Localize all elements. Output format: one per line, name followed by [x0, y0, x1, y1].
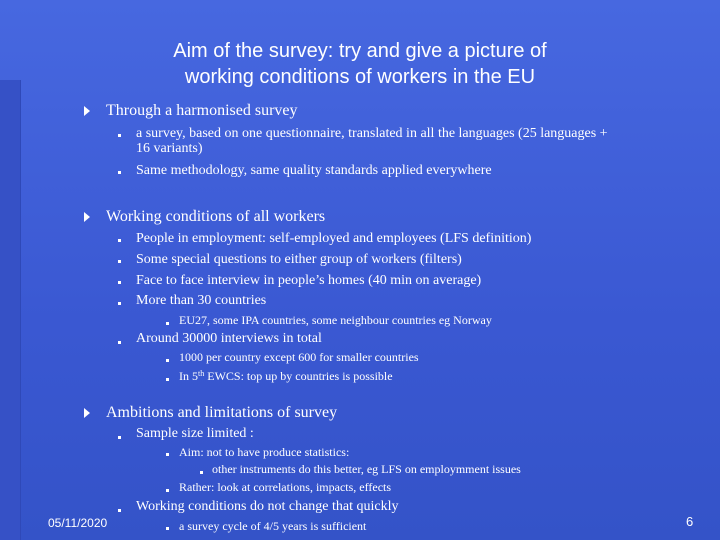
section-3-arrow-icon — [84, 408, 90, 418]
bullet-dot-icon — [118, 134, 121, 137]
s2-bullet-3: Face to face interview in people’s homes (40 min on average) — [136, 273, 482, 288]
s3-bullet-2-sub: a survey cycle of 4/5 years is sufficient — [179, 519, 367, 533]
slide-title — [40, 38, 680, 90]
s3-bullet-1-sub-2: Rather: look at correlations, impacts, effects — [179, 480, 392, 494]
page-number: 6 — [686, 514, 694, 529]
bullet-dot-icon — [118, 171, 121, 174]
section-2-heading: Working conditions of all workers — [106, 208, 326, 225]
sub-bullet-dot-icon — [166, 378, 169, 381]
bullet-dot-icon — [118, 302, 121, 305]
s2-bullet-4: More than 30 countries — [136, 293, 267, 308]
sub-bullet-dot-icon — [166, 527, 169, 530]
bullet-dot-icon — [118, 509, 121, 512]
sub-bullet-dot-icon — [166, 453, 169, 456]
section-1-arrow-icon — [84, 106, 90, 116]
title-line-2: working conditions of workers in the EU — [184, 66, 536, 88]
s2-bullet-1: People in employment: self-employed and employees (LFS definition) — [136, 231, 532, 246]
s2-bullet-2: Some special questions to either group of workers (filters) — [136, 252, 462, 267]
s3-bullet-1: Sample size limited : — [136, 426, 254, 441]
s1-bullet-2: Same methodology, same quality standards applied everywhere — [136, 163, 492, 178]
section-1-heading: Through a harmonised survey — [106, 102, 298, 119]
s2-bullet-4-sub: EU27, some IPA countries, some neighbour countries eg Norway — [179, 313, 492, 327]
bullet-dot-icon — [118, 260, 121, 263]
section-3-heading: Ambitions and limitations of survey — [106, 404, 338, 421]
s2-bullet-5-sub-2: In 5th EWCS: top up by countries is possible — [179, 369, 393, 383]
s2-bullet-5-sub-1: 1000 per country except 600 for smaller countries — [179, 350, 419, 364]
sub-bullet-dot-icon — [166, 489, 169, 492]
s1-bullet-1-line-1: a survey, based on one questionnaire, translated in all the languages (25 languages + — [136, 126, 608, 141]
s2-bullet-5: Around 30000 interviews in total — [136, 331, 322, 346]
sub-sub-bullet-dot-icon — [200, 471, 203, 474]
title-line-1: Aim of the survey: try and give a picture of — [173, 40, 547, 62]
footer-date: 05/11/2020 — [48, 516, 108, 530]
s3-bullet-1-sub-1: Aim: not to have produce statistics: — [179, 445, 350, 459]
bullet-dot-icon — [118, 341, 121, 344]
sub-bullet-dot-icon — [166, 322, 169, 325]
bullet-dot-icon — [118, 436, 121, 439]
s1-bullet-1-line-2: 16 variants) — [136, 141, 203, 156]
bullet-dot-icon — [118, 281, 121, 284]
s3-bullet-1-sub-1-sub: other instruments do this better, eg LFS on employmment issues — [212, 462, 521, 476]
sub-bullet-dot-icon — [166, 359, 169, 362]
bullet-dot-icon — [118, 239, 121, 242]
s3-bullet-2: Working conditions do not change that quickly — [136, 499, 399, 514]
section-2-arrow-icon — [84, 212, 90, 222]
left-decorative-band — [0, 80, 21, 540]
